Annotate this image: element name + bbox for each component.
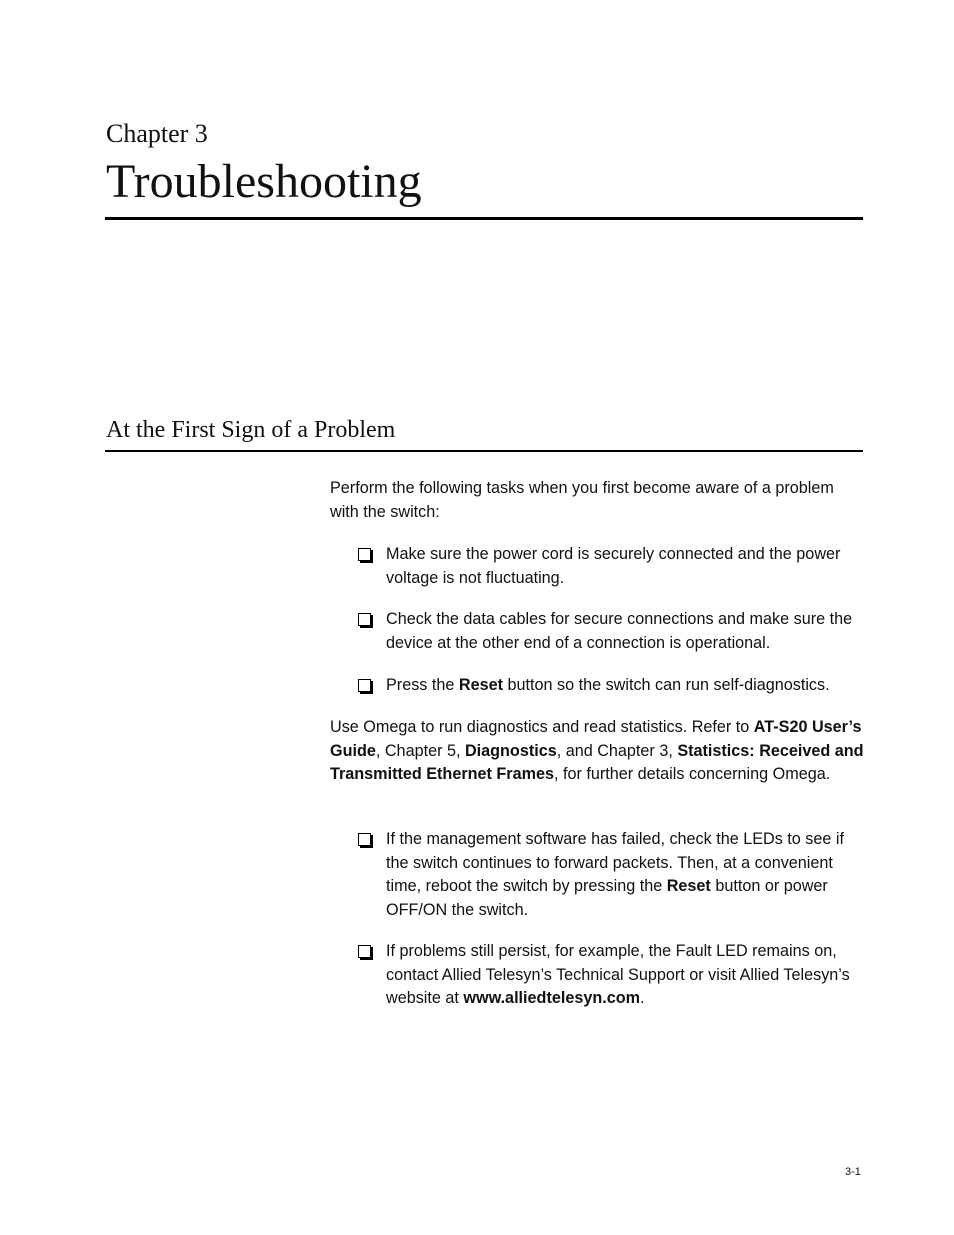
task-item-2 xyxy=(358,608,868,655)
checkbox-icon xyxy=(358,548,371,561)
task-item-1 xyxy=(358,543,868,590)
task-text: Press the Reset button so the switch can run self-diagnostics. xyxy=(386,676,830,694)
website-link: www.alliedtelesyn.com xyxy=(463,989,641,1007)
section-title: At the First Sign of a Problem xyxy=(106,417,396,443)
diagnostics-reference: Diagnostics xyxy=(464,741,557,760)
reset-term: Reset xyxy=(458,676,503,694)
chapter-title: Troubleshooting xyxy=(106,155,422,208)
followup-item-2 xyxy=(358,940,868,1011)
statistics-reference: Statistics: Received and Transmitted Ethernet Frames xyxy=(330,741,864,783)
page-number: 3-1 xyxy=(845,1166,861,1178)
checkbox-icon xyxy=(358,613,371,626)
intro-paragraph: Perform the following tasks when you first become aware of a problem with the switch: xyxy=(330,479,834,521)
guide-reference: AT-S20 User’s Guide xyxy=(330,718,862,760)
reset-term: Reset xyxy=(666,877,711,895)
chapter-label: Chapter 3 xyxy=(106,119,208,148)
task-item-3 xyxy=(358,674,868,698)
followup-item-1 xyxy=(358,828,868,922)
task-text: Check the data cables for secure connections and make sure the device at the other end of a connection is operational. xyxy=(386,610,853,652)
task-text: Make sure the power cord is securely connected and the power voltage is not fluctuating. xyxy=(386,545,841,587)
followup-text: If the management software has failed, check the LEDs to see if the switch continues to forward packets. Then, at a convenient time, reboot the switch by pressing the Reset button or power OFF/ON the switch. xyxy=(386,830,844,919)
followup-text: If problems still persist, for example, the Fault LED remains on, contact Allied Telesyn’s Technical Support or visit Allied Telesyn’s website at www.alliedtelesyn.com. xyxy=(386,942,850,1007)
checkbox-icon xyxy=(358,945,371,958)
checkbox-icon xyxy=(358,679,371,692)
checkbox-icon xyxy=(358,833,371,846)
omega-paragraph: Use Omega to run diagnostics and read statistics. Refer to AT-S20 User’s Guide, Chapter 5, Diagnostics, and Chapter 3, Statistics: Received and Transmitted Ethernet Frames, for further details concerning Omega. xyxy=(330,718,864,783)
chapter-divider xyxy=(105,217,863,220)
section-divider xyxy=(105,450,863,452)
